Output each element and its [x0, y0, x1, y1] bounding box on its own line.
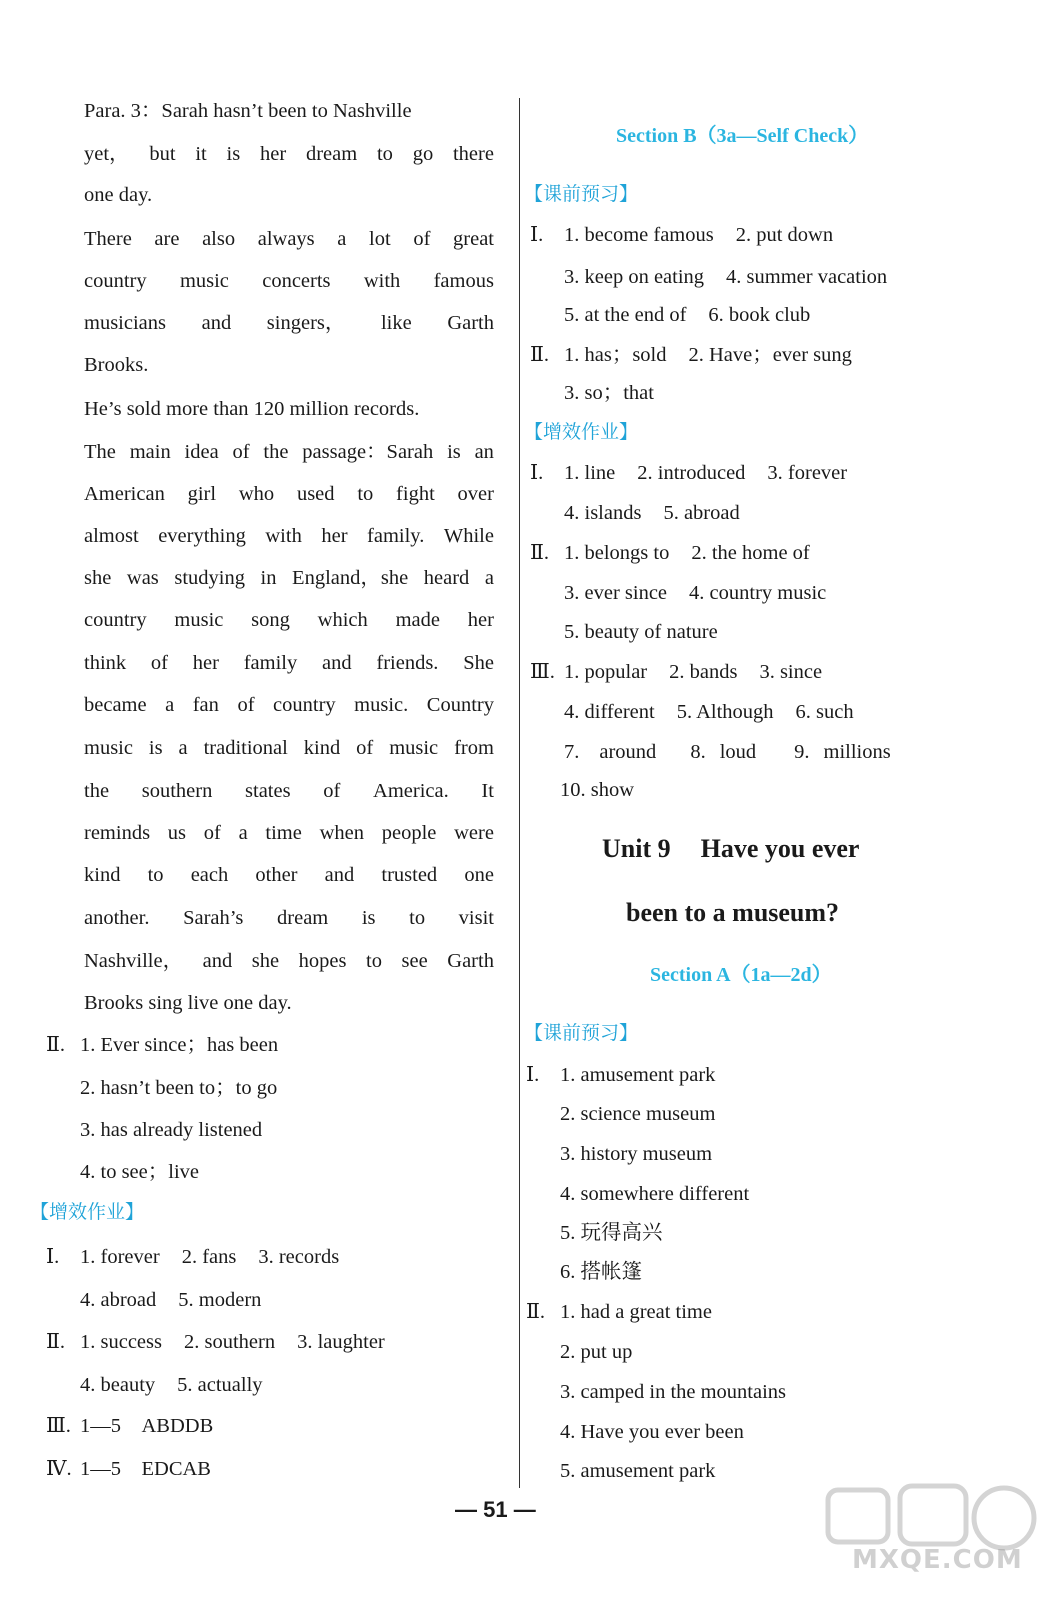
zx-iii-row-4: [560, 775, 634, 805]
tag-keqian-1: 【课前预习】: [524, 183, 639, 205]
page-number: — 51 —: [455, 1497, 536, 1522]
para3-line-2-word: but: [149, 143, 176, 165]
z4-answer: 1—5 EDCAB: [80, 1458, 211, 1480]
z1-item-2: 2. fans: [181, 1246, 237, 1268]
z2-item-5: 5. actually: [177, 1374, 263, 1396]
z1-row-1: [80, 1242, 339, 1272]
main-idea-line-10-word: people: [381, 822, 437, 844]
kq2-i-item-5: 5. 玩得高兴: [560, 1222, 663, 1244]
z2-item-2: 2. southern: [183, 1331, 276, 1353]
kq1-i-item-1: 1. become famous: [564, 224, 714, 246]
main-idea-line-6: [84, 648, 494, 678]
main-idea-line-9-word: It: [481, 780, 494, 802]
kq1-ii-item-2: 2. Have；ever sung: [688, 344, 852, 366]
main-idea-line-10-word: when: [319, 822, 364, 844]
watermark-logo-icon: [808, 1478, 1050, 1600]
main-idea-line-13-word: see: [401, 950, 428, 972]
main-idea-line-6-word: friends.: [376, 652, 439, 674]
ii-item-1: 1. Ever since；has been: [80, 1034, 279, 1056]
main-idea-line-7-word: fan: [192, 694, 219, 716]
z1-numeral: Ⅰ.: [46, 1246, 60, 1268]
main-idea-line-6-word: and: [322, 652, 352, 674]
main-idea-line-2-word: used: [296, 483, 335, 505]
main-idea-line-2-word: American: [84, 483, 165, 505]
zx-ii-item-4: 4. country music: [689, 582, 827, 604]
there-line-1: [84, 224, 494, 254]
zx-i-item-1: 1. line: [564, 462, 616, 484]
kq1-i-item-4: 4. summer vacation: [726, 266, 888, 288]
unit-number: Unit 9: [602, 834, 671, 863]
main-idea-line-5-word: her: [467, 609, 494, 631]
main-idea-line-2: [84, 479, 494, 509]
para3-line-2-word: it: [195, 143, 207, 165]
zx-i-item-2: 2. introduced: [637, 462, 746, 484]
para3-line-2-word: go: [412, 143, 434, 165]
there-line-3-word: like: [380, 312, 412, 334]
there-line-1-word: lot: [369, 228, 391, 250]
there-line-1-word: always: [257, 228, 315, 250]
main-idea-line-5: [84, 605, 494, 635]
main-idea-line-12-word: another.: [84, 907, 150, 929]
main-idea-line-8-word: music: [389, 737, 439, 759]
zx-i-item-5: 5. abroad: [663, 502, 740, 524]
zx-ii-row-3: [564, 617, 718, 647]
main-idea-line-2-word: to: [357, 483, 374, 505]
main-idea-line-3-word: While: [443, 525, 494, 547]
main-idea-line-10: [84, 818, 494, 848]
zx-ii-numeral: Ⅱ.: [530, 542, 550, 564]
zx-iii-item-5: 5. Although: [676, 701, 774, 723]
zx-iii-item-6: 6. such: [795, 701, 854, 723]
unit-title-line-1: [602, 832, 859, 866]
main-idea-line-10-word: a: [238, 822, 248, 844]
para3-line-2-word: yet，: [84, 143, 130, 165]
hes-line: He’s sold more than 120 million records.: [84, 398, 420, 420]
main-idea-line-12: [84, 903, 494, 933]
main-idea-line-10-word: reminds: [84, 822, 151, 844]
ii-item-4: 4. to see；live: [80, 1161, 199, 1183]
main-idea-line-8: [84, 733, 494, 763]
zx-iii-item-7-num: 7.: [564, 741, 580, 763]
main-idea-line-13-word: Garth: [447, 950, 494, 972]
there-line-3-word: and: [201, 312, 232, 334]
there-line-1-word: great: [453, 228, 494, 250]
para3-line-2-word: there: [452, 143, 494, 165]
watermark-text: MXQE.COM: [852, 1545, 1023, 1575]
main-idea-line-2-word: girl: [187, 483, 217, 505]
main-idea-line-7: [84, 690, 494, 720]
zx-i-item-3: 3. forever: [767, 462, 848, 484]
main-idea-line-13-word: hopes: [298, 950, 347, 972]
section-a-heading: Section A（1a—2d）: [650, 964, 832, 986]
main-idea-line-9-word: states: [245, 780, 291, 802]
kq1-ii-row-1: [564, 340, 852, 370]
zx-iii-item-1: 1. popular: [564, 661, 648, 683]
main-idea-line-4: [84, 563, 494, 593]
there-line-2-word: concerts: [262, 270, 331, 292]
main-idea-line-4-word: heard: [423, 567, 470, 589]
main-idea-line-7-word: of: [237, 694, 255, 716]
zx-ii-item-5: 5. beauty of nature: [564, 621, 718, 643]
z1-row-2: [80, 1285, 261, 1315]
z3-answer: 1—5 ABDDB: [80, 1415, 214, 1437]
tag-zengxiao-right: 【增效作业】: [524, 421, 639, 443]
main-idea-line-11-word: trusted: [381, 864, 438, 886]
there-line-3: [84, 308, 494, 338]
kq2-ii-item-2: 2. put up: [560, 1341, 633, 1363]
kq2-ii-item-1: 1. had a great time: [560, 1301, 712, 1323]
main-idea-line-1-word: main: [129, 441, 171, 463]
main-idea-line-1-word: The: [84, 441, 116, 463]
para3-line-2-word: is: [226, 143, 241, 165]
zx-iii-numeral: Ⅲ.: [530, 661, 555, 683]
zx-iii-item-9-num: 9.: [794, 741, 810, 763]
main-idea-line-12-word: visit: [458, 907, 494, 929]
main-idea-line-8-word: is: [148, 737, 163, 759]
zx-i-numeral: Ⅰ.: [530, 462, 544, 484]
zx-ii-item-1: 1. belongs to: [564, 542, 670, 564]
para3-line-2-word: dream: [305, 143, 358, 165]
main-idea-line-13-word: Nashville，: [84, 950, 184, 972]
there-line-2-word: country: [84, 270, 147, 292]
main-idea-line-8-word: from: [454, 737, 494, 759]
there-line-1-word: also: [202, 228, 236, 250]
kq1-i-row-1: [564, 220, 833, 250]
main-idea-line-11-word: other: [255, 864, 298, 886]
main-idea-line-11-word: each: [190, 864, 229, 886]
zx-ii-item-3: 3. ever since: [564, 582, 668, 604]
zx-ii-item-2: 2. the home of: [691, 542, 810, 564]
ii-item-2: 2. hasn’t been to；to go: [80, 1077, 278, 1099]
z2-item-4: 4. beauty: [80, 1374, 156, 1396]
main-idea-line-3-word: family.: [367, 525, 425, 547]
main-idea-line-13-word: she: [251, 950, 280, 972]
main-idea-line-1-word: passage：Sarah: [302, 441, 434, 463]
main-idea-line-11-word: to: [147, 864, 164, 886]
main-idea-line-5-word: music: [174, 609, 224, 631]
main-idea-line-9-word: southern: [141, 780, 213, 802]
main-idea-line-4-word: she: [84, 567, 112, 589]
kq1-i-numeral: Ⅰ.: [530, 224, 544, 246]
kq1-ii-row-2: [564, 378, 654, 408]
main-idea-line-7-word: a: [165, 694, 175, 716]
main-idea-line-7-word: music.: [354, 694, 409, 716]
z2-item-3: 3. laughter: [297, 1331, 385, 1353]
main-idea-line-8-word: traditional: [203, 737, 288, 759]
main-idea-line-3-word: almost: [84, 525, 139, 547]
para3-line-2-word: her: [259, 143, 287, 165]
there-line-2-word: famous: [433, 270, 494, 292]
zx-iii-item-8-num: 8.: [690, 741, 706, 763]
main-idea-line-11-word: and: [324, 864, 355, 886]
main-idea-line-5-word: which: [317, 609, 368, 631]
there-line-1-word: There: [84, 228, 132, 250]
zx-ii-row-1: [564, 538, 810, 568]
main-idea-line-10-word: of: [203, 822, 221, 844]
main-idea-line-4-word: studying: [174, 567, 245, 589]
para3-line-1: Para. 3：Sarah hasn’t been to Nashville: [84, 100, 412, 122]
kq2-i-numeral: Ⅰ.: [526, 1064, 540, 1086]
kq1-ii-numeral: Ⅱ.: [530, 344, 550, 366]
main-idea-line-13-word: and: [202, 950, 233, 972]
right-column: [524, 0, 1050, 1600]
kq2-i-item-2: 2. science museum: [560, 1103, 716, 1125]
zx-i-row-1: [564, 458, 847, 488]
main-idea-line-4-word: a: [484, 567, 494, 589]
there-line-1-word: a: [337, 228, 347, 250]
main-idea-line-7-word: country: [273, 694, 336, 716]
main-idea-line-6-word: She: [463, 652, 494, 674]
main-idea-line-12-word: to: [409, 907, 426, 929]
main-idea-line-7-word: Country: [426, 694, 494, 716]
main-idea-line-13-word: to: [366, 950, 382, 972]
main-idea-line-8-word: a: [178, 737, 188, 759]
there-line-3-word: musicians: [84, 312, 166, 334]
z1-item-4: 4. abroad: [80, 1289, 157, 1311]
there-line-4: Brooks.: [84, 354, 149, 376]
zx-iii-item-2: 2. bands: [669, 661, 738, 683]
there-line-3-word: Garth: [447, 312, 494, 334]
main-idea-line-10-word: us: [167, 822, 187, 844]
main-idea-line-11-word: one: [464, 864, 494, 886]
there-line-3-word: singers，: [266, 312, 346, 334]
main-idea-line-9-word: America.: [373, 780, 449, 802]
zx-iii-item-3: 3. since: [759, 661, 823, 683]
main-idea-line-6-word: family: [243, 652, 298, 674]
main-idea-line-12-word: is: [361, 907, 376, 929]
main-idea-line-9-word: the: [84, 780, 110, 802]
zx-i-row-2: [564, 498, 740, 528]
kq2-ii-item-5: 5. amusement park: [560, 1460, 716, 1482]
main-idea-line-4-word: was: [126, 567, 159, 589]
main-idea-line-6-word: her: [192, 652, 219, 674]
kq2-i-item-4: 4. somewhere different: [560, 1183, 750, 1205]
zx-iii-row-2: [564, 697, 854, 727]
kq2-ii-numeral: Ⅱ.: [526, 1301, 546, 1323]
kq2-i-item-6: 6. 搭帐篷: [560, 1261, 642, 1283]
section-b-heading: Section B（3a—Self Check）: [616, 125, 869, 147]
main-idea-line-12-word: Sarah’s: [183, 907, 244, 929]
main-idea-line-1-word: an: [474, 441, 494, 463]
main-idea-line-13: [84, 946, 494, 976]
kq1-i-item-6: 6. book club: [708, 304, 811, 326]
main-idea-line-8-word: of: [356, 737, 374, 759]
main-idea-line-5-word: song: [251, 609, 290, 631]
main-idea-line-10-word: time: [265, 822, 302, 844]
main-idea-line-1-word: of: [232, 441, 250, 463]
z2-row-2: [80, 1370, 263, 1400]
there-line-1-word: are: [154, 228, 180, 250]
main-idea-line-7-word: became: [84, 694, 147, 716]
main-idea-line-6-word: of: [150, 652, 168, 674]
main-idea-line-8-word: music: [84, 737, 133, 759]
main-idea-line-6-word: think: [84, 652, 127, 674]
kq1-ii-item-3: 3. so；that: [564, 382, 654, 404]
zx-ii-row-2: [564, 578, 826, 608]
section-ii-numeral: Ⅱ.: [46, 1034, 66, 1056]
zx-iii-item-8: loud: [719, 741, 757, 763]
ii-item-3: 3. has already listened: [80, 1119, 263, 1141]
main-idea-line-4-word: England，she: [292, 567, 409, 589]
main-idea-line-1: [84, 437, 494, 467]
there-line-2-word: with: [363, 270, 401, 292]
there-line-2: [84, 266, 494, 296]
main-idea-line-12-word: dream: [277, 907, 329, 929]
z1-item-5: 5. modern: [178, 1289, 262, 1311]
main-idea-line-3-word: her: [321, 525, 348, 547]
main-idea-line-3-word: everything: [158, 525, 246, 547]
there-line-2-word: music: [179, 270, 229, 292]
there-line-1-word: of: [413, 228, 431, 250]
unit-title-part-1: Have you ever: [700, 834, 860, 863]
main-idea-line-11-word: kind: [84, 864, 121, 886]
main-idea-line-5-word: country: [84, 609, 147, 631]
main-idea-line-9-word: of: [323, 780, 341, 802]
main-idea-line-9: [84, 776, 494, 806]
z2-numeral: Ⅱ.: [46, 1331, 66, 1353]
main-idea-line-11: [84, 860, 494, 890]
main-idea-line-5-word: made: [395, 609, 440, 631]
kq2-ii-item-3: 3. camped in the mountains: [560, 1381, 787, 1403]
zx-iii-row-1: [564, 657, 822, 687]
z2-row-1: [80, 1327, 385, 1357]
main-idea-line-2-word: fight: [396, 483, 435, 505]
zx-iii-item-9: millions: [823, 741, 891, 763]
main-idea-line-2-word: who: [238, 483, 275, 505]
zx-iii-item-4: 4. different: [564, 701, 655, 723]
z3-numeral: Ⅲ.: [46, 1415, 71, 1437]
main-idea-line-2-word: over: [457, 483, 494, 505]
main-idea-line-1-word: is: [447, 441, 461, 463]
z1-item-3: 3. records: [258, 1246, 340, 1268]
kq2-ii-item-4: 4. Have you ever been: [560, 1421, 744, 1443]
zx-iii-row-3: [564, 737, 891, 767]
zx-iii-item-10: 10. show: [560, 779, 635, 801]
main-idea-line-14: Brooks sing live one day.: [84, 992, 292, 1014]
kq1-ii-item-1: 1. has；sold: [564, 344, 667, 366]
main-idea-line-3-word: with: [265, 525, 302, 547]
para3-line-2-word: to: [376, 143, 393, 165]
main-idea-line-10-word: were: [454, 822, 494, 844]
para3-line-3: one day.: [84, 184, 153, 206]
unit-title-line-2: been to a museum?: [626, 898, 840, 927]
kq1-i-row-2: [564, 262, 887, 292]
kq1-i-row-3: [564, 300, 810, 330]
z1-item-1: 1. forever: [80, 1246, 160, 1268]
zx-i-item-4: 4. islands: [564, 502, 642, 524]
kq1-i-item-2: 2. put down: [735, 224, 834, 246]
tag-keqian-2: 【课前预习】: [524, 1022, 639, 1044]
kq2-i-item-3: 3. history museum: [560, 1143, 713, 1165]
kq2-i-item-1: 1. amusement park: [560, 1064, 716, 1086]
kq1-i-item-3: 3. keep on eating: [564, 266, 705, 288]
z4-numeral: Ⅳ.: [46, 1458, 72, 1480]
left-column: [0, 0, 520, 1600]
main-idea-line-1-word: the: [263, 441, 289, 463]
main-idea-line-8-word: kind: [303, 737, 341, 759]
kq1-i-item-5: 5. at the end of: [564, 304, 687, 326]
main-idea-line-1-word: idea: [184, 441, 219, 463]
main-idea-line-3: [84, 521, 494, 551]
main-idea-line-4-word: in: [260, 567, 277, 589]
z2-item-1: 1. success: [80, 1331, 162, 1353]
zx-iii-item-7: around: [599, 741, 657, 763]
para3-line-2: [84, 139, 494, 169]
tag-zengxiao-left: 【增效作业】: [30, 1201, 145, 1223]
